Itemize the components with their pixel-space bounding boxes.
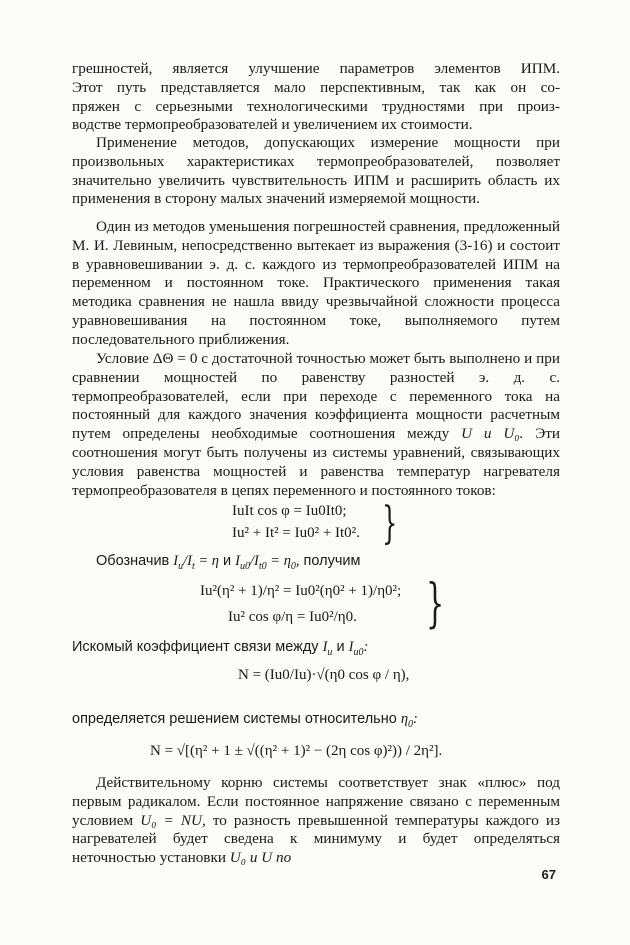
solve-text: определяется решением системы относительно <box>72 711 397 727</box>
equation-3: N = (Iu0/Iu)·√(η0 cos φ / η), <box>238 667 410 683</box>
equation-1-line-2: Iu² + It² = Iu0² + It0². <box>232 525 360 541</box>
paragraph-2 <box>72 134 560 209</box>
para3-text: Один из методов уменьшения погрешностей сравнения, предложенный М. И. Левиным, непосредственно вытекает из выражения (3-16) и состоит в уравновешивании э. д. с. каждого из термопреобразователей ИПМ на переменном и постоянном токе. Практического применения такая методика сравнения не нашла ввиду чрезвычайной сложности процесса уравновешивания на постоянном токе, выполняемого путем последовательного приближения. <box>72 218 560 348</box>
page-number: 67 <box>541 867 556 882</box>
para4-text <box>72 350 560 500</box>
equation-2-line-2: Iu² cos φ/η = Iu0²/η0. <box>228 609 357 625</box>
equation-1-line-1: IuIt cos φ = Iu0It0; <box>232 503 347 519</box>
coupling-var-2: $I_{u0}$: <box>348 639 369 658</box>
equation-1-brace: } <box>382 498 398 549</box>
para1-line3: пряжен с серьезными технологическими трудностями при произ- <box>72 97 560 115</box>
paragraph-5 <box>72 774 560 868</box>
para5-text <box>72 774 560 868</box>
para4-vars: U и U₀. <box>461 425 524 443</box>
denote-line <box>96 552 360 571</box>
solve-line <box>72 710 418 729</box>
denote-ratio-2: $I_{u0}/I_{t0} = \eta_0$, <box>235 553 300 572</box>
equation-4: N = √[(η² + 1 ± √((η² + 1)² − (2η cos φ)²)) / 2η²]. <box>150 743 443 759</box>
equation-2-brace: } <box>426 574 445 634</box>
para2-text: Применение методов, допускающих измерение мощности при произвольных характеристиках термопреобразователей, позволяет значительно увеличить чувствительность ИПМ и расширить область их применения в сторону малых значений измеряемой мощности. <box>72 134 560 208</box>
coupling-text: Искомый коэффициент связи между <box>72 639 319 655</box>
paragraph-4 <box>72 350 560 500</box>
denote-suffix: получим <box>303 553 361 569</box>
para4-start: Условие ΔΘ = 0 с достаточной точностью может быть выполнено и при сравнении мощностей по равенству разностей э. д. с. термопреобразователей, если при переходе с переменного тока на постоянный для каждого значения коэффициента мощности расчетным путем определены необходимые соотношения между <box>72 350 560 443</box>
para4-end: Эти соотношения могут быть получены из системы уравнений, связывающих условия равенства мощностей и равенства температур нагревателя термопреобразователя в цепях переменного и постоянного токов: <box>72 425 561 499</box>
coupling-and: и <box>336 639 345 655</box>
denote-mid: и <box>223 553 232 569</box>
para1-line4: водстве термопреобразователей и увеличением их стоимости. <box>72 116 473 134</box>
denote-ratio-1: $I_u/I_t = \eta$ <box>173 553 219 572</box>
coupling-var-1: $I_u$ <box>322 639 333 658</box>
paragraph-1 <box>72 60 560 135</box>
paragraph-3 <box>72 218 560 350</box>
para1-line1: грешностей, является улучшение параметров элементов ИПМ. <box>72 60 560 77</box>
para5-cond: U₀ = NU, <box>140 811 206 829</box>
equation-2-line-1: Iu²(η² + 1)/η² = Iu0²(η0² + 1)/η0²; <box>200 583 402 599</box>
solve-var: $\eta_0$: <box>400 711 418 730</box>
para5-start: Действительному корню системы соответствует знак «плюс» под первым радикалом. Если постоянное напряжение связано с переменным условием <box>72 774 560 829</box>
denote-prefix: Обозначив <box>96 553 170 569</box>
para5-tail: U₀ и U по <box>229 849 292 867</box>
coupling-line <box>72 638 368 657</box>
para5-end: то разность превышенной температуры каждого из нагревателей будет сведена к минимуму и будет определяться неточностью установки <box>72 811 561 867</box>
para1-line2: Этот путь представляется мало перспективным, так как он со- <box>72 78 560 96</box>
